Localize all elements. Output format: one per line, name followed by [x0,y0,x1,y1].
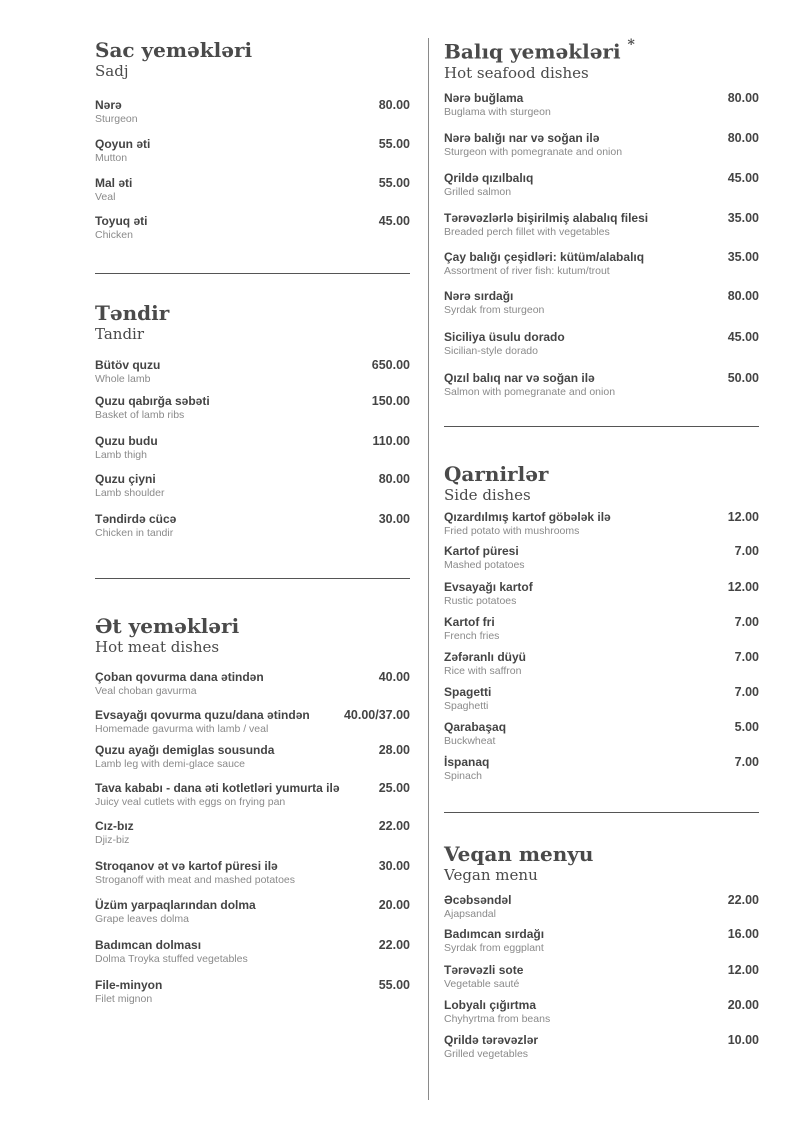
section-title [444,842,759,866]
menu-item [444,998,759,1028]
dish-price: 5.00 [734,720,759,734]
menu-item [444,963,759,993]
section-subtitle: Vegan menu [444,866,538,884]
dish-name: Nərə sırdağı [444,289,514,303]
dish-description: Grilled salmon [444,186,512,198]
section-separator [95,578,410,579]
dish-price: 7.00 [734,615,759,629]
dish-name: Quzu budu [95,434,158,448]
menu-item [95,98,410,128]
menu-section-hot-meat-dishes [95,614,410,656]
menu-item [95,472,410,502]
dish-description: Lamb leg with demi-glace sauce [95,758,245,770]
dish-price: 50.00 [727,371,759,385]
dish-price: 45.00 [727,171,759,185]
menu-item [95,137,410,167]
menu-item [95,859,410,889]
menu-item [95,781,410,811]
dish-price: 40.00 [378,670,410,684]
dish-price: 12.00 [727,580,759,594]
dish-price: 110.00 [372,434,410,448]
dish-name: Zəfəranlı düyü [444,650,527,664]
section-subtitle: Side dishes [444,486,531,504]
menu-section-side-dishes [444,462,759,504]
asterisk-mark: * [627,37,635,53]
dish-price: 22.00 [378,938,410,952]
dish-description: Lamb shoulder [95,487,165,499]
section-title-text: Ət yeməkləri [95,614,240,638]
menu-item [95,819,410,849]
dish-description: Sturgeon with pomegranate and onion [444,146,623,158]
dish-price: 20.00 [727,998,759,1012]
section-title [95,301,410,325]
dish-price: 10.00 [727,1033,759,1047]
menu-item [444,510,759,540]
dish-description: Grilled vegetables [444,1048,529,1060]
dish-name: Badımcan sırdağı [444,927,545,941]
dish-description: Homemade gavurma with lamb / veal [95,723,269,735]
section-separator [95,273,410,274]
dish-price: 7.00 [734,685,759,699]
dish-description: Vegetable sauté [444,978,520,990]
dish-price: 30.00 [378,512,410,526]
menu-item [95,434,410,464]
dish-name: Çay balığı çeşidləri: kütüm/alabalıq [444,250,645,264]
dish-price: 80.00 [378,472,410,486]
dish-price: 16.00 [727,927,759,941]
dish-name: Spagetti [444,685,492,699]
section-title-text: Sac yeməkləri [95,38,253,62]
dish-price: 7.00 [734,755,759,769]
menu-item [95,938,410,968]
dish-price: 80.00 [727,91,759,105]
dish-name: Kartof fri [444,615,495,629]
dish-price: 35.00 [727,250,759,264]
dish-description: Veal [95,191,116,203]
dish-price: 12.00 [727,963,759,977]
dish-name: Bütöv quzu [95,358,161,372]
section-title [444,35,759,64]
menu-item [444,289,759,319]
dish-description: Buglama with sturgeon [444,106,551,118]
dish-name: Qızıl balıq nar və soğan ilə [444,371,595,385]
menu-section-hot-seafood-dishes [444,35,759,82]
menu-item [95,670,410,700]
dish-name: Üzüm yarpaqlarından dolma [95,898,256,912]
dish-description: Mashed potatoes [444,559,525,571]
dish-description: Rice with saffron [444,665,522,677]
section-separator [444,426,759,427]
menu-item [95,394,410,424]
dish-name: Təndirdə cücə [95,512,177,526]
dish-name: Nərə buğlama [444,91,524,105]
dish-name: Cız-bız [95,819,134,833]
dish-description: Basket of lamb ribs [95,409,185,421]
dish-description: Ajapsandal [444,908,496,920]
menu-item [444,91,759,121]
dish-price: 28.00 [378,743,410,757]
section-subtitle: Hot meat dishes [95,638,220,656]
dish-name: Quzu ayağı demiglas sousunda [95,743,275,757]
dish-description: Fried potato with mushrooms [444,525,580,537]
dish-description: Syrdak from sturgeon [444,304,545,316]
dish-name: Əcəbsəndəl [444,893,512,907]
dish-description: Sicilian-style dorado [444,345,538,357]
dish-name: Quzu qabırğa səbəti [95,394,210,408]
menu-item [95,978,410,1008]
section-title-text: Təndir [95,301,170,325]
dish-price: 7.00 [734,650,759,664]
dish-price: 80.00 [727,289,759,303]
dish-description: Assortment of river fish: kutum/trout [444,265,610,277]
section-separator [444,812,759,813]
section-title [444,462,759,486]
menu-item [444,1033,759,1063]
dish-description: Whole lamb [95,373,151,385]
dish-description: Spinach [444,770,482,782]
dish-price: 80.00 [727,131,759,145]
menu-section-vegan-menu [444,842,759,884]
dish-price: 650.00 [371,358,410,372]
menu-item [95,512,410,542]
menu-item [444,650,759,680]
menu-item [444,685,759,715]
dish-price: 25.00 [378,781,410,795]
menu-item [444,615,759,645]
dish-description: Veal choban gavurma [95,685,197,697]
dish-name: Nərə [95,98,122,112]
section-title-text: Veqan menyu [444,842,594,866]
dish-price: 55.00 [378,176,410,190]
dish-name: Mal əti [95,176,133,190]
dish-description: Syrdak from eggplant [444,942,544,954]
dish-description: Chicken [95,229,133,241]
menu-item [444,720,759,750]
dish-name: Qrildə qızılbalıq [444,171,534,185]
dish-name: File-minyon [95,978,163,992]
dish-name: Nərə balığı nar və soğan ilə [444,131,600,145]
dish-price: 40.00/37.00 [343,708,410,722]
menu-section-sadj [95,38,410,80]
dish-name: Tərəvəzli sote [444,963,524,977]
menu-section-tandir [95,301,410,343]
section-title-text: Qarnirlər [444,462,549,486]
dish-price: 22.00 [727,893,759,907]
dish-price: 80.00 [378,98,410,112]
menu-item [444,893,759,923]
menu-item [444,371,759,401]
section-subtitle: Tandir [95,325,145,343]
section-title-text: Balıq yeməkləri [444,39,621,64]
dish-name: Qoyun əti [95,137,151,151]
menu-item [95,743,410,773]
dish-price: 12.00 [727,510,759,524]
dish-description: Lamb thigh [95,449,147,461]
menu-item [444,544,759,574]
dish-description: Spaghetti [444,700,489,712]
dish-description: Buckwheat [444,735,496,747]
dish-name: Qızardılmış kartof göbələk ilə [444,510,611,524]
dish-price: 20.00 [378,898,410,912]
dish-description: Grape leaves dolma [95,913,189,925]
dish-description: Mutton [95,152,128,164]
dish-description: Breaded perch fillet with vegetables [444,226,610,238]
section-subtitle: Sadj [95,62,129,80]
section-title [95,614,410,638]
dish-name: Tərəvəzlərlə bişirilmiş alabalıq filesi [444,211,649,225]
menu-item [444,927,759,957]
menu-item [444,131,759,161]
dish-name: Tava kababı - dana əti kotletləri yumurta ilə [95,781,340,795]
dish-description: French fries [444,630,500,642]
menu-item [444,330,759,360]
menu-item [444,171,759,201]
dish-description: Juicy veal cutlets with eggs on frying pan [95,796,286,808]
dish-name: Kartof püresi [444,544,519,558]
menu-item [444,755,759,785]
dish-price: 7.00 [734,544,759,558]
menu-item [95,176,410,206]
menu-item [95,214,410,244]
dish-price: 22.00 [378,819,410,833]
dish-name: Çoban qovurma dana ətindən [95,670,264,684]
dish-description: Rustic potatoes [444,595,517,607]
dish-description: Chicken in tandir [95,527,174,539]
dish-description: Sturgeon [95,113,138,125]
dish-name: Badımcan dolması [95,938,202,952]
dish-description: Chyhyrtma from beans [444,1013,551,1025]
dish-price: 150.00 [371,394,410,408]
dish-price: 35.00 [727,211,759,225]
dish-name: Evsayağı qovurma quzu/dana ətindən [95,708,310,722]
dish-price: 30.00 [378,859,410,873]
dish-price: 55.00 [378,137,410,151]
dish-name: Quzu çiyni [95,472,156,486]
dish-name: Qrildə tərəvəzlər [444,1033,539,1047]
dish-description: Dolma Troyka stuffed vegetables [95,953,248,965]
menu-item [95,708,410,738]
dish-name: Siciliya üsulu dorado [444,330,565,344]
menu-item [444,250,759,280]
dish-name: İspanaq [444,755,490,769]
dish-name: Stroqanov ət və kartof püresi ilə [95,859,278,873]
dish-price: 45.00 [378,214,410,228]
menu-item [444,211,759,241]
dish-description: Djiz-biz [95,834,130,846]
dish-name: Lobyalı çığırtma [444,998,537,1012]
dish-price: 45.00 [727,330,759,344]
dish-description: Stroganoff with meat and mashed potatoes [95,874,296,886]
menu-item [444,580,759,610]
menu-item [95,358,410,388]
dish-name: Qarabaşaq [444,720,507,734]
column-divider [428,38,429,1100]
dish-price: 55.00 [378,978,410,992]
section-title [95,38,410,62]
dish-name: Evsayağı kartof [444,580,533,594]
dish-description: Salmon with pomegranate and onion [444,386,616,398]
menu-item [95,898,410,928]
section-subtitle: Hot seafood dishes [444,63,589,82]
dish-description: Filet mignon [95,993,153,1005]
dish-name: Toyuq əti [95,214,148,228]
